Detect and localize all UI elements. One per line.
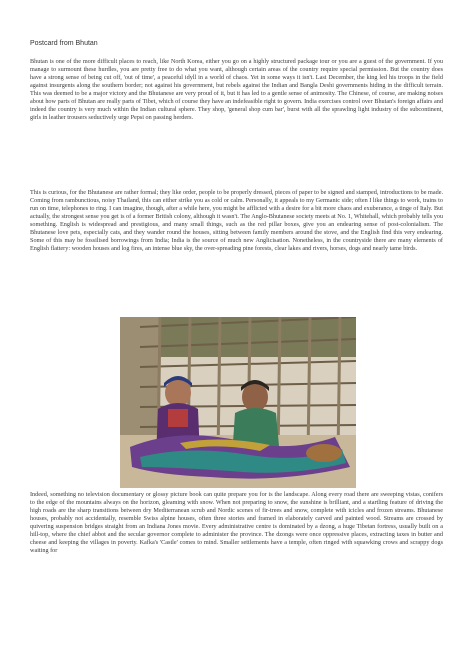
paragraph-2: This is curious, for the Bhutanese are rather formal; they like order, people to be properly dressed, pieces of paper to be signed and stamped, introductions to be made. Coming from rambunctious, noisy Thailand, this can either strike you as cold or calm. Personally, it appeals to my Germanic side; often I like things to work, trains to run on time, telephones to ring. I can imagine, though, after a while here, you might be afflicted with a desire for a bit more chaos and exuberance, a tinge of Italy. But actually, the strongest sense you get is of a former British colony, although it wasn't. The Anglo-Bhutanese society meets at No. 1, Whitehall, which probably tells you something. English is widespread and prestigious, and many small things, such as the red pillar boxes, give you an endearing sense of post-colonialism. The Bhutanese love pets, especially cats, and they wander round the houses, sitting between family members around the stove, and the English find this very endearing. Some of this may be fossilised borrowings from India; India is the source of much new Anglicisation. Nonetheless, in the countryside there are many elements of English flattery: wooden houses and log fires, an intense blue sky, the over-spreading pine forests, clear lakes and rivers, horses, dogs and nearly tame birds.: [30, 189, 443, 252]
page-title: Postcard from Bhutan: [30, 40, 98, 47]
paragraph-1: Bhutan is one of the more difficult places to reach, like North Korea, either you go on a highly structured package tour or you are a guest of the government. If you manage to surmount these hurdles, you are pretty free to do what you want, although certain areas of the country require special permission. But the country does have a strong sense of being cut off, 'out of time', a peaceful idyll in a world of chaos. Yet in some ways it isn't. Last December, the king led his troops in the field against insurgents along the southern border; not against his government, but rebels against the Indian and Bangla Deshi governments hiding in the difficult terrain. This was deemed to be a major victory and the Bhutanese are very proud of it, but it has led to a gentle sense of animosity. The Chinese, of course, are making noises about how parts of Bhutan are really parts of Tibet, which of course they have an indefeasible right to govern. India exercises control over Bhutan's foreign affairs and indeed the country is very much within the Indian cultural sphere. They shop, 'general shop cum bar', burst with all the sprawling light industry of the subcontinent, girls in leather trousers seductively urge Pepsi on passing herders.: [30, 58, 443, 121]
photo-children: [120, 317, 356, 488]
paragraph-3: Indeed, something no television documentary or glossy picture book can quite prepare you for is the landscape. Along every road there are sweeping vistas, conifers to the edge of the mountains always on the horizon, gleaming with snow. When not preparing to snow, the sunshine is brilliant, and a startling feature of driving the high roads are the sharp transitions between dry Mediterranean scrub and Nordic scenes of fir-trees and snow, complete with icicles and frozen streams. Bhutanese houses, probably not accidentally, resemble Swiss alpine houses, often three stories and framed in elaborately carved and painted wood. Streams are crossed by quivering suspension bridges straight from an Indiana Jones movie. Every administrative centre is dominated by a dzong, a huge Tibetan fortress, usually built on a hill-top, where the chief abbot and the secular governor complete to administer the province. The dzongs were once oppressive places, extracting taxes in butter and cheese and keeping the villages in poverty. Kafka's 'Castle' comes to mind. Smaller settlements have a temple, often ringed with squawking crows and scrappy dogs waiting for: [30, 491, 443, 554]
